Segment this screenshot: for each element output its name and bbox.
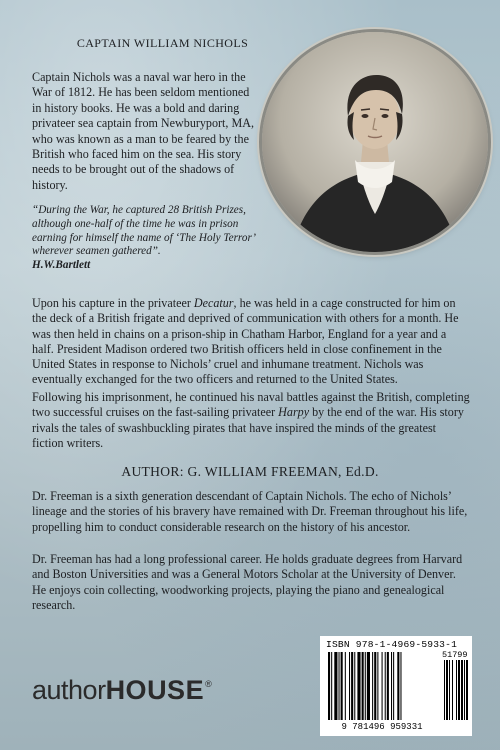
quote-text: “During the War, he captured 28 British Prizes, although one-half of the time he was in prison earning for himself the name of ‘The Holy Terror’ wherever seamen gathered”. xyxy=(32,204,255,258)
battles-text-end: by the end of the war. His story rivals the tales of swashbuckling pirates that have inspired the minds of the greatest fiction writers. xyxy=(32,405,464,450)
battles-paragraph xyxy=(32,390,470,451)
publisher-logo-light: author xyxy=(32,675,106,705)
price-code: 51799 xyxy=(442,650,468,660)
registered-mark: ® xyxy=(205,679,212,689)
author-lineage-paragraph: Dr. Freeman is a sixth generation descendant of Captain Nichols. The echo of Nichols’ lineage and the stories of his bravery have remained with Dr. Freeman throughout his life, propelling him to conduct considerable research on the history of his ancestor. xyxy=(32,489,468,534)
intro-paragraph: Captain Nichols was a naval war hero in the War of 1812. He has been seldom mentioned in history books. He was a bold and daring privateer sea captain from Newburyport, MA, who was known as a man to be feared by the British who faced him on the sea. His story needs to be brought out of the shadows of history. xyxy=(32,70,254,192)
capture-text-start: Upon his capture in the privateer xyxy=(32,296,194,310)
barcode-block xyxy=(320,636,472,736)
portrait-image xyxy=(262,32,488,252)
capture-text-end: , he was held in a cage constructed for him on the deck of a British frigate and deprived of communication with others for a month. He was then held in chains on a prison-ship in Chatham Harbor, England for a year and a half. President Madison ordered two British officers held in close confinement in the United States in response to Nichols’ cruel and inhumane treatment. Nichols was eventually exchanged for the two officers and returned to the United States. xyxy=(32,296,459,387)
barcode-icon xyxy=(326,652,468,722)
author-heading: AUTHOR: G. WILLIAM FREEMAN, Ed.D. xyxy=(121,464,379,479)
section-title: CAPTAIN WILLIAM NICHOLS xyxy=(76,36,249,50)
publisher-logo xyxy=(32,675,211,706)
quote-attribution: H.W.Bartlett xyxy=(32,259,91,272)
barcode-number: 9 781496 959331 xyxy=(341,722,423,732)
capture-paragraph xyxy=(32,296,470,388)
isbn-label: ISBN 978-1-4969-5933-1 xyxy=(326,639,458,650)
ship-name-decatur: Decatur xyxy=(193,296,234,310)
ship-name-harpy: Harpy xyxy=(278,405,310,420)
publisher-logo-bold: HOUSE xyxy=(105,675,205,705)
battles-text-start: Following his imprisonment, he continued his naval battles against the British, completing two successful cruises on the fast-sailing privateer xyxy=(32,390,470,420)
portrait-figure-icon xyxy=(262,32,488,252)
quote-block xyxy=(32,204,264,273)
author-career-paragraph: Dr. Freeman has had a long professional career. He holds graduate degrees from Harvard and Boston Universities and was a General Motors Scholar at the University of Denver. He enjoys coin collecting, woodworking projects, playing the piano and genealogical research. xyxy=(32,552,463,612)
